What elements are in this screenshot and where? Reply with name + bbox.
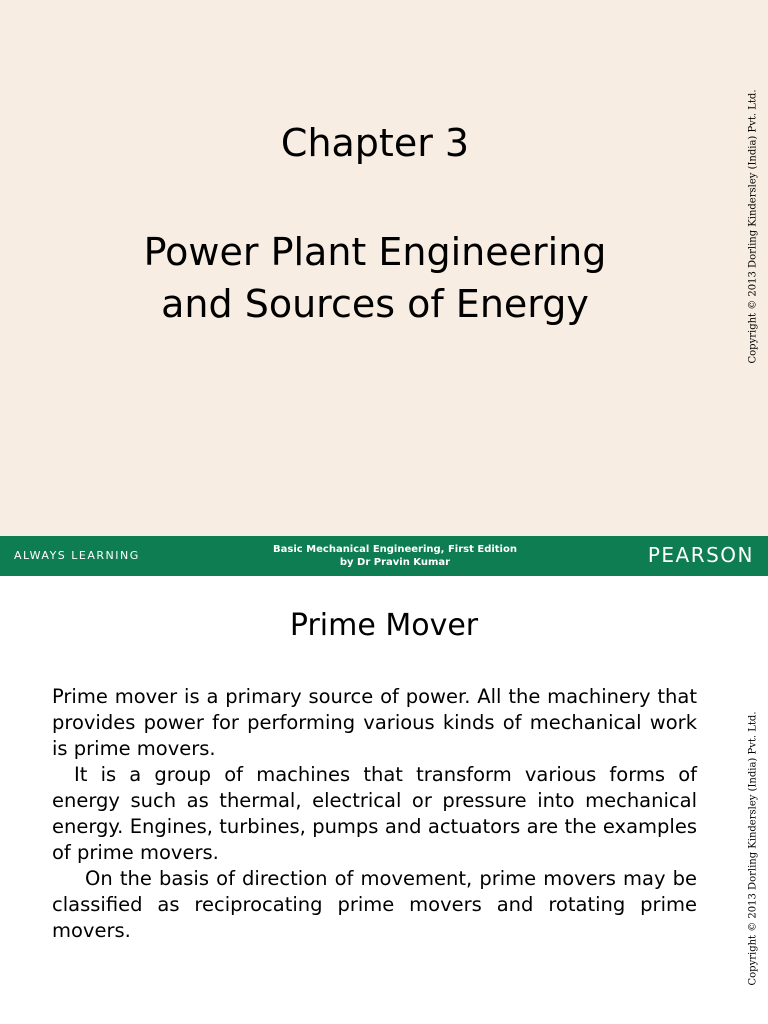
chapter-number: Chapter 3 — [280, 121, 470, 165]
book-title: Basic Mechanical Engineering, First Edition — [273, 544, 517, 555]
body-text — [52, 684, 697, 944]
chapter-title-line-1: Power Plant Engineering — [143, 230, 607, 274]
slide-title: Prime Mover — [289, 608, 479, 643]
book-info — [240, 543, 550, 569]
copyright-notice: Copyright © 2013 Dorling Kindersley (India) Pvt. Ltd. — [747, 89, 759, 364]
slide-prime-mover — [0, 576, 768, 1024]
paragraph-1: Prime mover is a primary source of power. All the machinery that provides power for performing various kinds of mechanical work is prime movers. — [52, 685, 697, 760]
footer-bar — [0, 536, 768, 576]
copyright-notice: Copyright © 2013 Dorling Kindersley (India) Pvt. Ltd. — [747, 711, 759, 986]
paragraph-3: On the basis of direction of movement, prime movers may be classified as reciprocating prime movers and rotating prime movers. — [52, 867, 697, 942]
chapter-title — [60, 226, 690, 330]
chapter-title-line-2: and Sources of Energy — [161, 282, 589, 326]
paragraph-2: It is a group of machines that transform various forms of energy such as thermal, electrical or pressure into mechanical energy. Engines, turbines, pumps and actuators are the examples of prime movers. — [52, 763, 697, 864]
always-learning-tagline: ALWAYS LEARNING — [14, 549, 140, 562]
book-author: by Dr Pravin Kumar — [339, 557, 451, 568]
pearson-logo: PEARSON — [647, 543, 754, 567]
